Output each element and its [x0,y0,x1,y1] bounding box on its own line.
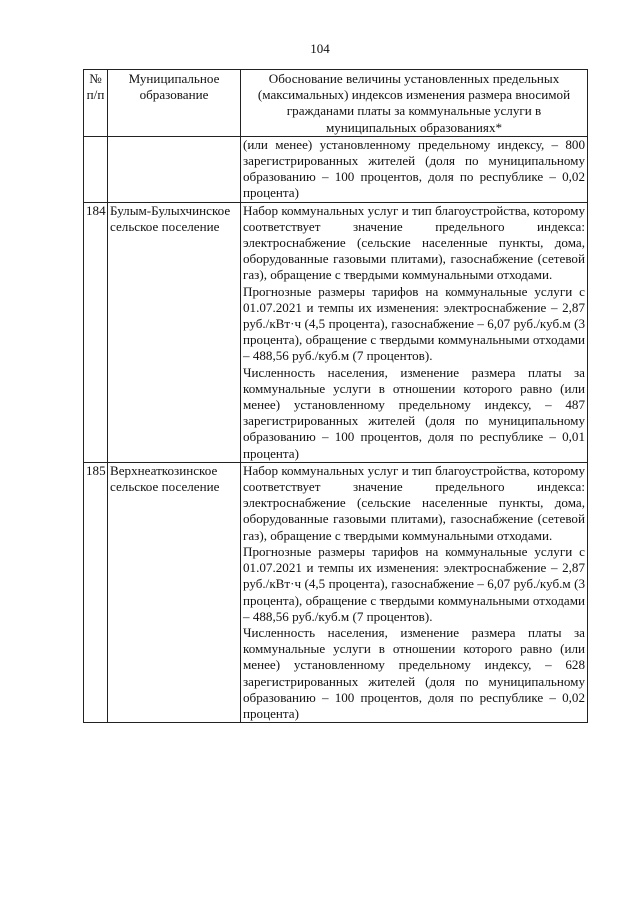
table-row [84,202,588,462]
row-municipality-cell [108,136,241,202]
header-municipality: Муниципальное образование [108,70,241,137]
row-justification [241,462,588,722]
table-header-row [84,70,588,137]
row-number: 185 [84,462,108,722]
justification-services-paragraph: Набор коммунальных услуг и тип благоустройства, которому соответствует значение предельного индекса: электроснабжение (сельские населенные пункты, дома, оборудованные газовыми плитами), газоснабжение (сетевой газ), обращение с твердыми коммунальными отходами. [243,202,585,283]
justification-population-paragraph: Численность населения, изменение размера платы за коммунальные услуги в отношении которого равно (или менее) установленному предельному индексу, – 628 зарегистрированных жителей (доля по муниципальному образованию – 100 процентов, доля по республике – 0,02 процента) [243,624,585,721]
justification-population-paragraph: Численность населения, изменение размера платы за коммунальные услуги в отношении которого равно (или менее) установленному предельному индексу, – 487 зарегистрированных жителей (доля по муниципальному образованию – 100 процентов, доля по республике – 0,01 процента) [243,364,585,461]
tariff-index-table [83,69,588,723]
row-municipality: Булым-Булыхчинское сельское поселение [108,202,241,462]
table-row [84,462,588,722]
row-justification-continued: (или менее) установленному предельному индексу, – 800 зарегистрированных жителей (доля по муниципальному образованию – 100 процентов, доля по республике – 0,02 процента) [241,136,588,202]
table-row-continuation [84,136,588,202]
row-justification [241,202,588,462]
justification-tariffs-paragraph: Прогнозные размеры тарифов на коммунальные услуги с 01.07.2021 и темпы их изменения: электроснабжение – 2,87 руб./кВт·ч (4,5 процента), газоснабжение – 6,07 руб./куб.м (3 процента), обращение с твердыми коммунальными отходами – 488,56 руб./куб.м (7 процентов). [243,543,585,624]
justification-tariffs-paragraph: Прогнозные размеры тарифов на коммунальные услуги с 01.07.2021 и темпы их изменения: электроснабжение – 2,87 руб./кВт·ч (4,5 процента), газоснабжение – 6,07 руб./куб.м (3 процента), обращение с твердыми коммунальными отходами – 488,56 руб./куб.м (7 процентов). [243,283,585,364]
header-justification: Обоснование величины установленных предельных (максимальных) индексов изменения размера вносимой гражданами платы за коммунальные услуги в муниципальных образованиях* [241,70,588,137]
row-municipality: Верхнеаткозинское сельское поселение [108,462,241,722]
row-number: 184 [84,202,108,462]
header-number: № п/п [84,70,108,137]
page-number: 104 [310,41,330,56]
row-number-cell [84,136,108,202]
justification-services-paragraph: Набор коммунальных услуг и тип благоустройства, которому соответствует значение предельного индекса: электроснабжение (сельские населенные пункты, дома, оборудованные газовыми плитами), газоснабжение (сетевой газ), обращение с твердыми коммунальными отходами. [243,462,585,543]
